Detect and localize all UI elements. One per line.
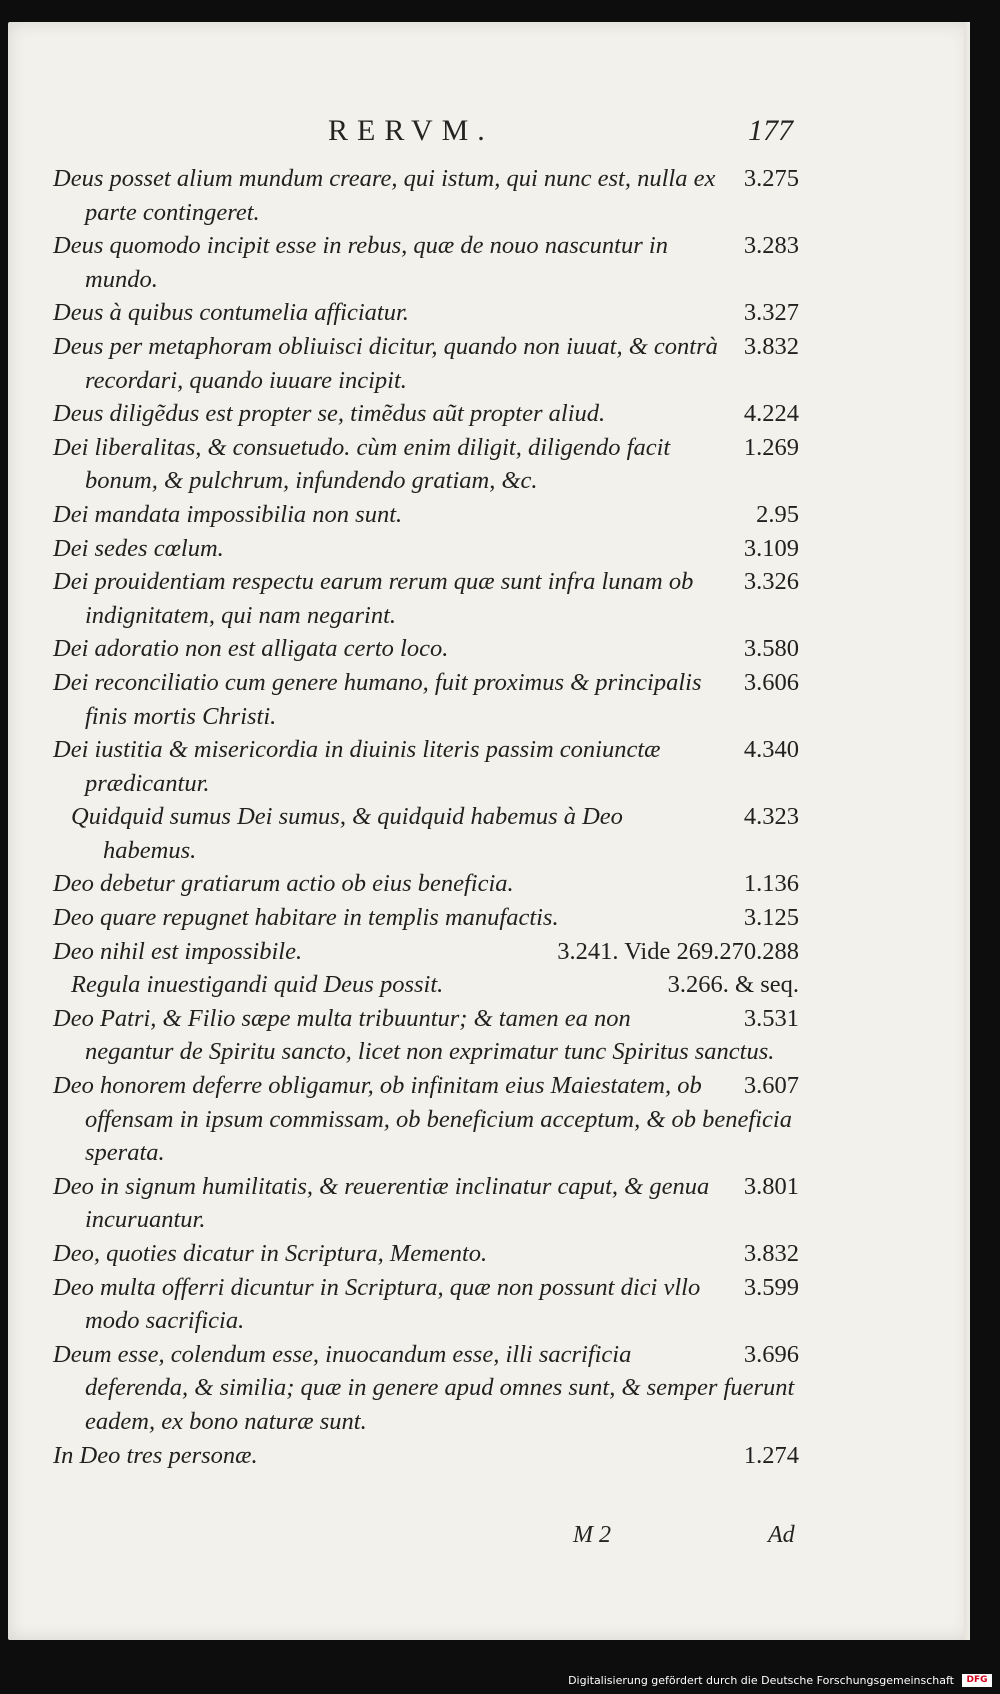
entry-text: Deo, quoties dicatur in Scriptura, Memento. [53,1240,488,1267]
entry-text: Deo in signum humilitatis, & reuerentiæ inclinatur caput, & genua incuruantur. [53,1172,710,1234]
index-entry [53,296,803,330]
entry-reference: 3.531 [743,1004,799,1032]
index-entry [53,1002,803,1069]
entry-reference: 1.269 [743,433,799,461]
index-entries [53,162,803,1472]
entry-reference: 4.224 [743,400,799,428]
index-entry [53,733,803,800]
index-entry [53,935,803,969]
page-number: 177 [748,114,793,147]
index-entry [53,431,803,498]
index-entry [53,1271,803,1338]
entry-reference: 1.274 [743,1441,799,1469]
index-entry [53,1170,803,1237]
entry-text: Dei liberalitas, & consuetudo. cùm enim diligit, diligendo facit bonum, & pulchrum, infundendo gratiam, &c. [53,433,671,495]
entry-reference: 3.606 [743,668,799,696]
book-page [8,22,970,1640]
index-entry [53,565,803,632]
index-entry [53,1237,803,1271]
index-entry [53,1439,803,1473]
digitization-credit-bar [0,1668,1000,1694]
entry-text: Deus posset alium mundum creare, qui istum, qui nunc est, nulla ex parte contingeret. [53,165,716,226]
entry-text: Dei prouidentiam respectu earum rerum quæ sunt infra lunam ob indignitatem, qui nam negarint. [53,568,694,629]
entry-reference: 3.125 [743,904,799,932]
entry-reference: 4.323 [743,803,799,831]
entry-reference: 3.283 [743,232,799,260]
entry-text: Deum esse, colendum esse, inuocandum esse, illi sacrificia deferenda, & similia; quæ in genere apud omnes sunt, & semper fuerunt eadem, ex bono naturæ sunt. [53,1340,795,1435]
index-entry [53,1069,803,1170]
entry-text: Regula inuestigandi quid Deus possit. [71,971,444,999]
index-entry [53,330,803,397]
entry-text: Dei reconciliatio cum genere humano, fuit proximus & principalis finis mortis Christi. [53,668,702,730]
entry-reference: 3.696 [743,1340,799,1368]
entry-reference: 4.340 [743,736,799,764]
index-subentry [53,968,803,1002]
entry-reference: 3.266. & seq. [667,971,799,999]
catchword: Ad [768,1522,795,1548]
digitization-credit: Digitalisierung gefördert durch die Deutsche Forschungsgemeinschaft [568,1674,954,1687]
dfg-logo-icon: DFG [962,1674,992,1687]
index-entry [53,532,803,566]
index-entry [53,632,803,666]
entry-text: Deo multa offerri dicuntur in Scriptura, quæ non possunt dici vllo modo sacrificia. [53,1273,701,1335]
index-entry [53,498,803,532]
index-entry [53,229,803,296]
index-entry [53,901,803,935]
entry-reference: 3.327 [743,299,799,327]
entry-text: Quidquid sumus Dei sumus, & quidquid habemus à Deo habemus. [71,803,623,864]
entry-reference: 3.275 [743,165,799,192]
entry-text: Deus quomodo incipit esse in rebus, quæ de nouo nascuntur in mundo. [53,232,668,293]
index-subentry [53,800,803,867]
entry-text: In Deo tres personæ. [53,1441,258,1469]
index-entry [53,162,803,229]
entry-text: Deo quare repugnet habitare in templis manufactis. [53,904,559,932]
page-footer [8,1522,970,1558]
signature-mark: M 2 [573,1522,611,1548]
index-entry [53,1338,803,1439]
entry-reference: 3.832 [743,1240,799,1267]
index-entry [53,666,803,733]
index-entry [53,867,803,901]
entry-reference: 3.109 [743,534,799,562]
entry-reference: 1.136 [743,870,799,898]
running-title: RERVM. [328,114,494,147]
index-entry [53,397,803,431]
entry-text: Dei adoratio non est alligata certo loco. [53,635,449,663]
entry-text: Deo honorem deferre obligamur, ob infinitam eius Maiestatem, ob offensam in ipsum commissam, ob beneficium acceptum, & ob beneficia sperata. [53,1072,792,1167]
entry-text: Deo Patri, & Filio sæpe multa tribuuntur; & tamen ea non negantur de Spiritu sancto, licet non exprimatur tunc Spiritus sanctus. [53,1004,775,1066]
entry-reference: 3.326 [743,568,799,596]
entry-text: Deo nihil est impossibile. [53,937,303,965]
entry-reference: 3.580 [743,635,799,663]
entry-text: Dei sedes cœlum. [53,534,224,562]
entry-text: Deus diligẽdus est propter se, timẽdus aũt propter aliud. [53,400,606,428]
page-header [8,114,970,154]
entry-reference: 3.599 [743,1273,799,1301]
entry-text: Deus à quibus contumelia afficiatur. [53,299,409,327]
entry-text: Deus per metaphoram obliuisci dicitur, quando non iuuat, & contrà recordari, quando iuuare incipit. [53,332,718,394]
entry-reference: 3.607 [743,1072,799,1100]
entry-reference: 2.95 [756,500,799,528]
entry-text: Deo debetur gratiarum actio ob eius beneficia. [53,870,514,898]
entry-text: Dei mandata impossibilia non sunt. [53,500,403,528]
entry-reference: 3.832 [743,332,799,360]
entry-text: Dei iustitia & misericordia in diuinis literis passim coniunctæ prædicantur. [53,736,661,797]
entry-reference: 3.801 [743,1172,799,1200]
entry-reference: 3.241. Vide 269.270.288 [557,937,799,965]
